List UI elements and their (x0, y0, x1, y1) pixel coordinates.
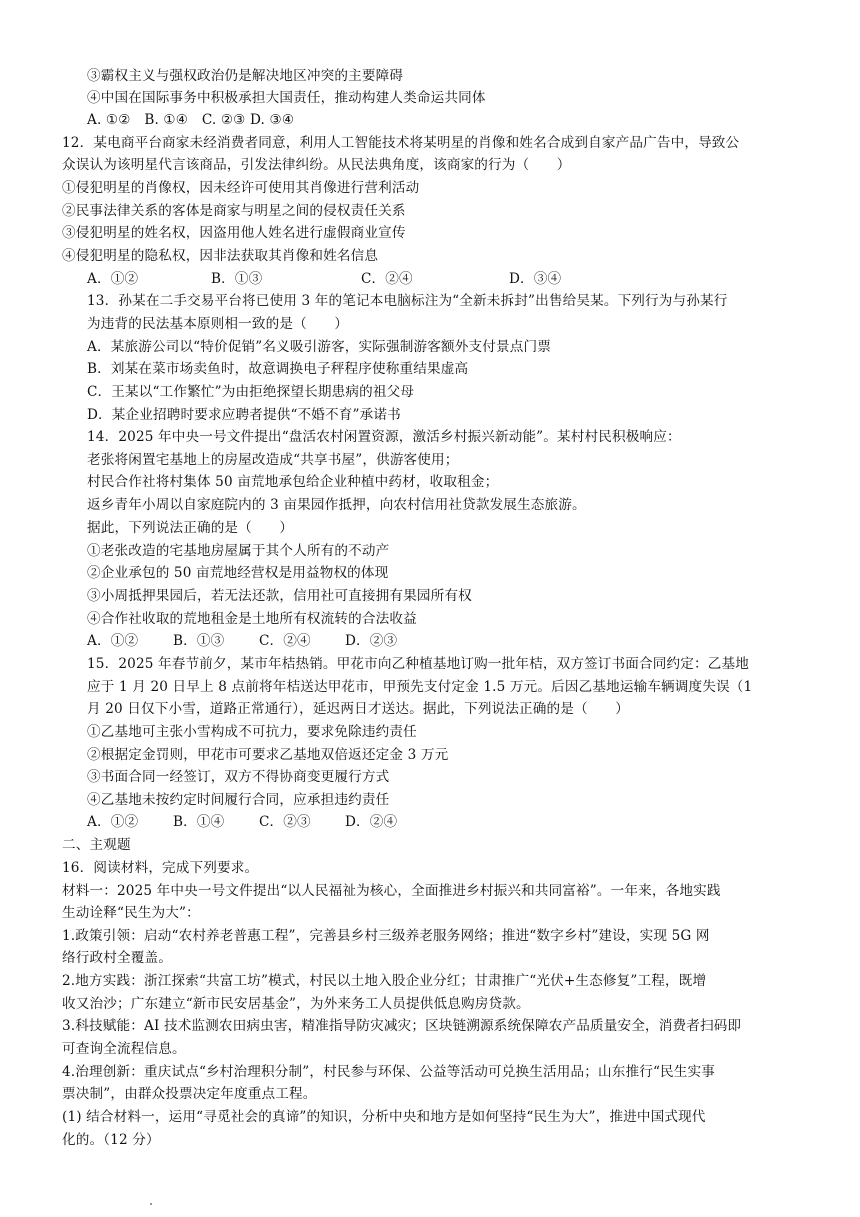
q12-option-a: A．①② (87, 271, 139, 287)
q11-options: A. ①② B. ①④ C. ②③ D. ③④ (87, 112, 295, 128)
q16-point-2-cont: 收又治沙；广东建立“新市民安居基金”，为外来务工人员提供低息购房贷款。 (62, 996, 530, 1012)
q14-item-1: ①老张改造的宅基地房屋属于其个人所有的不动产 (87, 543, 390, 559)
q16-stem: 16．阅读材料，完成下列要求。 (62, 860, 259, 876)
q14-option-a: A．①② (87, 633, 139, 649)
q16-subquestion-1-cont: 化的。（12 分） (62, 1132, 160, 1148)
q16-point-4-cont: 票决制”，由群众投票决定年度重点工程。 (62, 1086, 317, 1102)
q12-item-3: ③侵犯明星的姓名权，因盗用他人姓名进行虚假商业宣传 (62, 225, 406, 241)
q12-option-c: C．②④ (361, 271, 413, 287)
q14-stem: 14．2025 年中央一号文件提出“盘活农村闲置资源，激活乡村振兴新动能”。某村村民积极响应： (87, 429, 681, 445)
q14-case-3: 返乡青年小周以自家庭院内的 3 亩果园作抵押，向农村信用社贷款发展生态旅游。 (87, 497, 586, 513)
q15-option-c: C．②③ (259, 814, 311, 830)
q14-options (87, 631, 397, 651)
q15-stem-cont-2: 月 20 日仅下小雪，道路正常通行），延迟两日才送达。据此，下列说法正确的是（ ） (87, 701, 629, 717)
q12-item-2: ②民事法律关系的客体是商家与明星之间的侵权责任关系 (62, 203, 406, 219)
q12-item-4: ④侵犯明星的隐私权，因非法获取其肖像和姓名信息 (62, 248, 379, 264)
section-heading: 二、主观题 (62, 837, 131, 853)
q15-option-a: A．①② (87, 814, 139, 830)
q15-option-b: B．①④ (173, 814, 225, 830)
q13-option-a: A．某旅游公司以“特价促销”名义吸引游客，实际强制游客额外支付景点门票 (87, 339, 551, 355)
q16-point-1-cont: 络行政村全覆盖。 (62, 950, 172, 966)
q14-item-4: ④合作社收取的荒地租金是土地所有权流转的合法收益 (87, 611, 417, 627)
q13-stem-cont: 为违背的民法基本原则相一致的是（ ） (87, 316, 349, 332)
q14-item-3: ③小周抵押果园后，若无法还款，信用社可直接拥有果园所有权 (87, 588, 472, 604)
q16-point-4: 4.治理创新：重庆试点“乡村治理积分制”，村民参与环保、公益等活动可兑换生活用品；山东推行“民生实事 (62, 1064, 716, 1080)
q14-case-2: 村民合作社将村集体 50 亩荒地承包给企业种植中药材，收取租金； (87, 474, 499, 490)
q12-option-d: D．③④ (509, 271, 562, 287)
q13-option-d: D．某企业招聘时要求应聘者提供“不婚不育”承诺书 (87, 407, 401, 423)
q12-stem: 12．某电商平台商家未经消费者同意，利用人工智能技术将某明星的肖像和姓名合成到自家产品广告中，导致公 (62, 135, 740, 151)
q15-item-4: ④乙基地未按约定时间履行合同，应承担违约责任 (87, 792, 390, 808)
q13-stem: 13．孙某在二手交易平台将已使用 3 年的笔记本电脑标注为“全新未拆封”出售给吴某。下列行为与孙某行 (87, 293, 728, 309)
q15-item-2: ②根据定金罚则，甲花市可要求乙基地双倍返还定金 3 万元 (87, 747, 449, 763)
q13-option-c: C．王某以“工作繁忙”为由拒绝探望长期患病的祖父母 (87, 384, 415, 400)
q16-point-1: 1.政策引领：启动“农村养老普惠工程”，完善县乡村三级养老服务网络；推进“数字乡村”建设，实现 5G 网 (62, 928, 710, 944)
q15-stem-cont: 应于 1 月 20 日早上 8 点前将年桔送达甲花市，甲预先支付定金 1.5 万元。后因乙基地运输车辆调度失误（1 (87, 679, 753, 695)
q12-options (87, 269, 561, 289)
q15-stem: 15．2025 年春节前夕，某市年桔热销。甲花市向乙种植基地订购一批年桔，双方签订书面合同约定：乙基地 (87, 656, 749, 672)
q16-point-2: 2.地方实践：浙江探索“共富工坊”模式，村民以土地入股企业分红；甘肃推广“光伏+生态修复”工程，既增 (62, 973, 707, 989)
q14-case-1: 老张将闲置宅基地上的房屋改造成“共享书屋”，供游客使用； (87, 452, 459, 468)
q15-options (87, 812, 397, 832)
q11-item-4: ④中国在国际事务中积极承担大国责任，推动构建人类命运共同体 (87, 90, 486, 106)
q11-item-3: ③霸权主义与强权政治仍是解决地区冲突的主要障碍 (87, 68, 404, 84)
q16-point-3-cont: 可查询全流程信息。 (62, 1041, 186, 1057)
q14-question: 据此，下列说法正确的是（ ） (87, 520, 294, 536)
q15-item-1: ①乙基地可主张小雪构成不可抗力，要求免除违约责任 (87, 724, 417, 740)
scan-speck (150, 1203, 152, 1205)
q16-material-intro-cont: 生动诠释“民生为大”： (62, 905, 200, 921)
q14-item-2: ②企业承包的 50 亩荒地经营权是用益物权的体现 (87, 565, 389, 581)
q15-item-3: ③书面合同一经签订，双方不得协商变更履行方式 (87, 769, 390, 785)
q16-material-intro: 材料一：2025 年中央一号文件提出“以人民福祉为核心，全面推进乡村振兴和共同富裕”。一年来，各地实践 (62, 883, 721, 899)
q12-item-1: ①侵犯明星的肖像权，因未经许可使用其肖像进行营利活动 (62, 180, 420, 196)
q14-option-c: C．②④ (259, 633, 311, 649)
q13-option-b: B．刘某在菜市场卖鱼时，故意调换电子秤程序使称重结果虚高 (87, 361, 469, 377)
q16-point-3: 3.科技赋能：AI 技术监测农田病虫害，精准指导防灾减灾；区块链溯源系统保障农产品质量安全，消费者扫码即 (62, 1018, 742, 1034)
q12-option-b: B．①③ (211, 271, 263, 287)
q15-option-d: D．②④ (345, 814, 398, 830)
q14-option-d: D．②③ (345, 633, 398, 649)
q14-option-b: B．①③ (173, 633, 225, 649)
q16-subquestion-1: (1) 结合材料一，运用“寻觅社会的真谛”的知识，分析中央和地方是如何坚持“民生为大”，推进中国式现代 (62, 1109, 706, 1125)
q12-stem-cont: 众误认为该明星代言该商品，引发法律纠纷。从民法典角度，该商家的行为（ ） (62, 157, 571, 173)
